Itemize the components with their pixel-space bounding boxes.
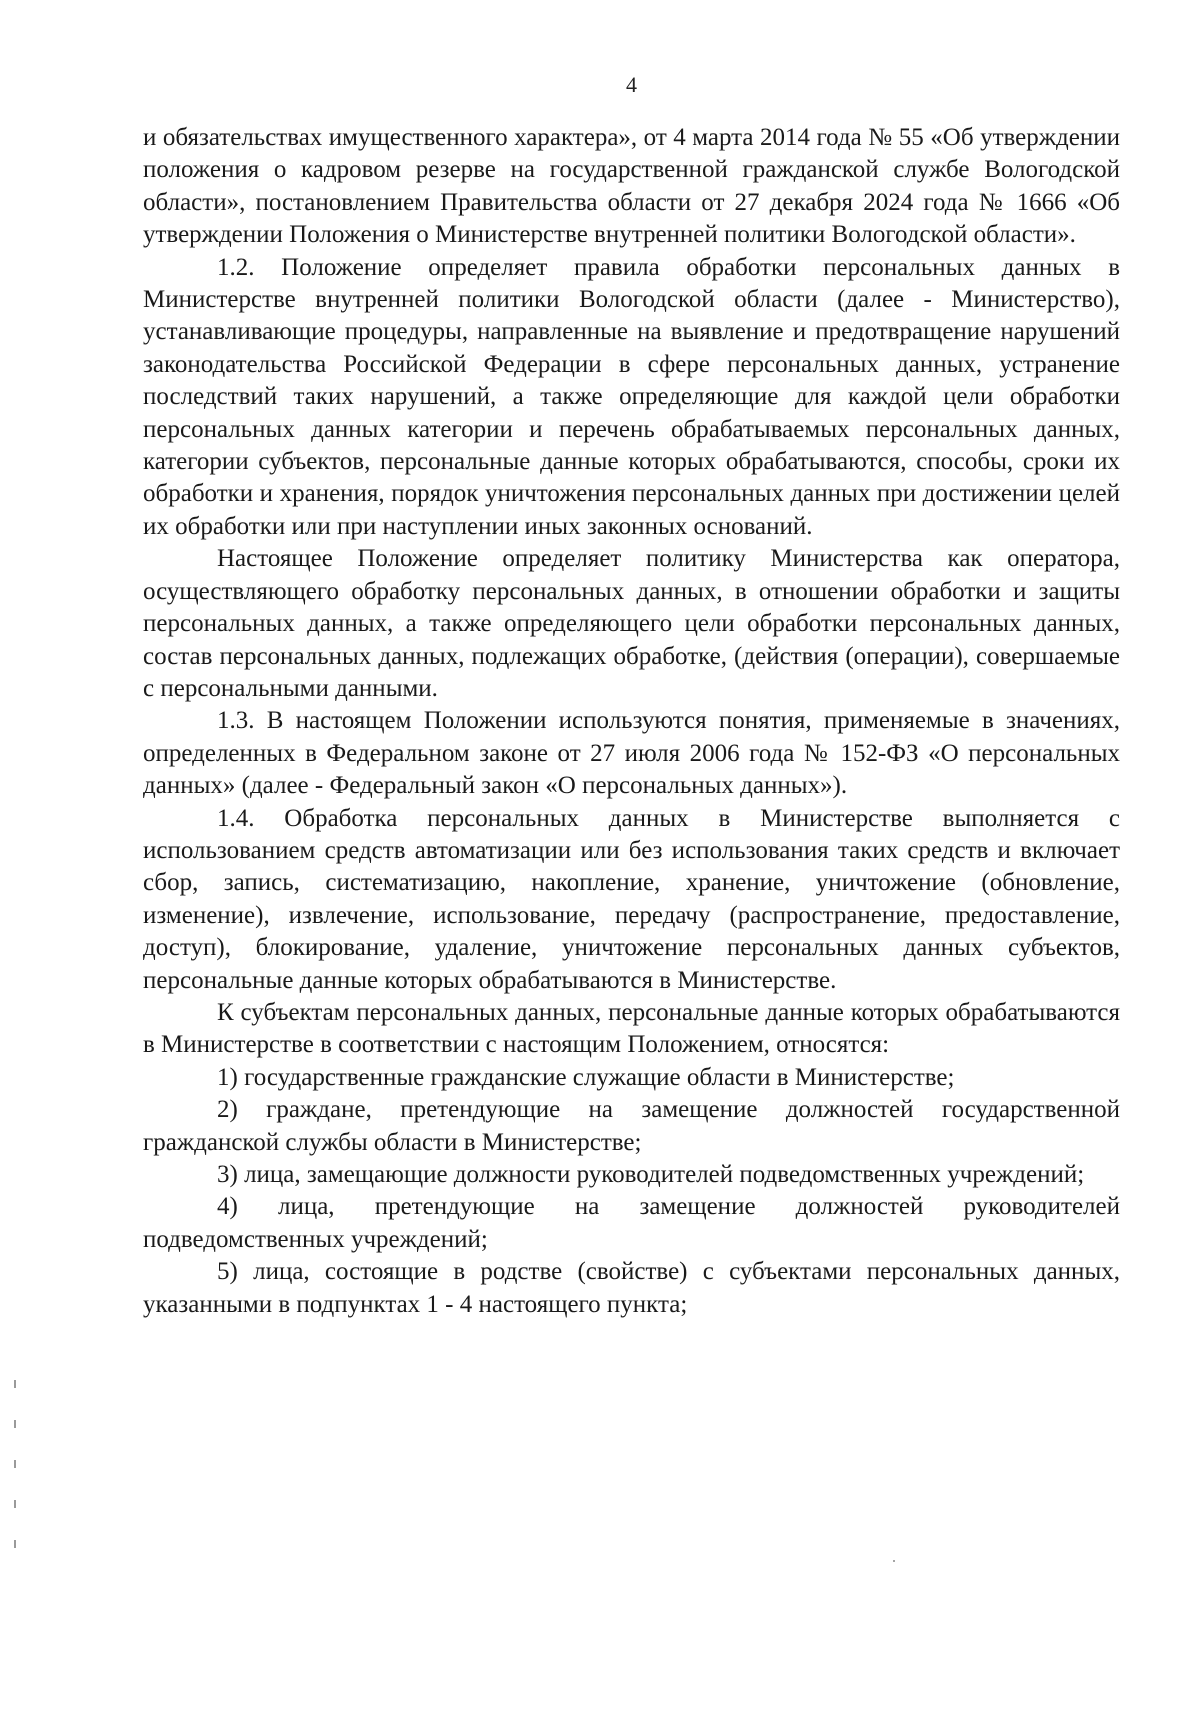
- page-number: 4: [626, 72, 637, 97]
- paragraph-continuation: и обязательствах имущественного характера», от 4 марта 2014 года № 55 «Об утверждении положения о кадровом резерве на государственной гражданской службе Вологодской области», постановлением Правительства области от 27 декабря 2024 года № 1666 «Об утверждении Положения о Министерстве внутренней политики Вологодской области».: [143, 124, 1120, 249]
- paragraph-policy: Настоящее Положение определяет политику Министерства как оператора, осуществляющего обработку персональных данных, в отношении обработки и защиты персональных данных, а также определяющего цели обработки персональных данных, состав персональных данных, подлежащих обработке, (действия (операции), совершаемые с персональными данными.: [143, 545, 1120, 702]
- paragraph-1-4: 1.4. Обработка персональных данных в Министерстве выполняется с использованием средств автоматизации или без использования таких средств и включает сбор, запись, систематизацию, накопление, хранение, уничтожение (обновление, изменение), извлечение, использование, передачу (распространение, предоставление, доступ), блокирование, удаление, уничтожение персональных данных субъектов, персональные данные которых обрабатываются в Министерстве.: [143, 804, 1120, 994]
- list-item-5: 5) лица, состоящие в родстве (свойстве) с субъектами персональных данных, указанными в подпунктах 1 - 4 настоящего пункта;: [143, 1258, 1120, 1318]
- list-item-1: 1) государственные гражданские служащие области в Министерстве;: [217, 1063, 955, 1091]
- paragraph-1-3: 1.3. В настоящем Положении используются понятия, применяемые в значениях, определенных в Федеральном законе от 27 июля 2006 года № 152-ФЗ «О персональных данных» (далее - Федеральный закон «О персональных данных»).: [143, 707, 1120, 800]
- paragraph-1-2: 1.2. Положение определяет правила обработки персональных данных в Министерстве внутренней политики Вологодской области (далее - Министерство), устанавливающие процедуры, направленные на выявление и предотвращение нарушений законодательства Российской Федерации в сфере персональных данных, устранение последствий таких нарушений, а также определяющие для каждой цели обработки персональных данных категории и перечень обрабатываемых персональных данных, категории субъектов, персональные данные которых обрабатываются, способы, сроки их обработки и хранения, порядок уничтожения персональных данных при достижении целей их обработки или при наступлении иных законных оснований.: [143, 253, 1120, 540]
- scan-binding-marks: [14, 1380, 17, 1580]
- list-item-3: 3) лица, замещающие должности руководителей подведомственных учреждений;: [217, 1161, 1085, 1188]
- document-body: [143, 122, 1120, 1321]
- list-item-2: 2) граждане, претендующие на замещение должностей государственной гражданской службы области в Министерстве;: [143, 1096, 1120, 1156]
- scan-speck: [893, 1560, 895, 1562]
- paragraph-subjects-intro: К субъектам персональных данных, персональные данные которых обрабатываются в Министерстве в соответствии с настоящим Положением, относятся:: [143, 998, 1120, 1059]
- list-item-4: 4) лица, претендующие на замещение должностей руководителей подведомственных учреждений;: [143, 1193, 1120, 1253]
